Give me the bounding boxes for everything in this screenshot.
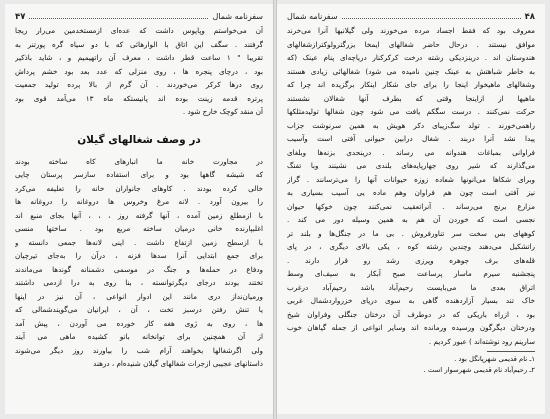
text-line: با ازمطلع زمین آمده ، آنها گرفته روز ، ، ، آنها بجای منبع اند xyxy=(15,210,263,220)
section-title: در وصف شغالهای گیلان xyxy=(77,133,201,146)
text-line: پیدا نشد آنرا دربند . شغال درابین حیوانی آفتی است وآسیب xyxy=(287,134,535,143)
text-line: ودفاع در حمله‌ها و جنگ در موسمی دشمنانه گوندها می‌ماندند xyxy=(15,264,263,274)
text-line: راهمی‌خورند . تولد سگ‌زیبای دکر هویش به همین سرنوشت جزاب xyxy=(287,120,535,130)
text-line: سارینم رود نوشته‌اند ) عبور کردیم . xyxy=(428,336,535,346)
text-line: بود ، ازراه باریکی که در دوطرف آن درختان جنگلی وفراوان شیخ xyxy=(287,309,535,319)
text-line: داستانهای عجیبی ازجرات شغالهای گیلان شنیده‌ام ، درهند xyxy=(93,359,263,368)
text-line: مزارع برنج می‌رساند . آنراتعقیب نمی‌کنند چون خوکها حیوان xyxy=(287,201,535,211)
text-line: گرفتند . سگف این اتاق با الوارهائی که با دو سیاه گره پورتنر به xyxy=(15,39,263,49)
right-page-header xyxy=(287,12,535,22)
text-line: راتشکیل می‌دهند وچندین رشته کوه ، یکی بالای دیگری ، در پای xyxy=(287,242,535,251)
text-line: هندوستان اند . درینزدیکی رشته درخت کرکرکنار دریاچه‌ای پنام عینک (که xyxy=(287,53,535,62)
text-line: معروف بود که فقط اجساد مرده می‌خورند ولی گیلانیها آنرا می‌خرند xyxy=(287,26,535,35)
text-line: حرکت نمی‌کنند . درست سگکم یافت می شود چون شغالها تولیدمثلکها xyxy=(287,107,535,116)
text-line: تقریبا " ۱ ساعت قطر داشت ، معرف آن راتهیمیم و ، شاید باذکیر xyxy=(15,53,263,62)
text-line: پرتره قدمه زینت بوده اند پانیستکه ماه ۱۳ می‌آمد قوی بود xyxy=(15,93,263,103)
text-line: آن می‌خواستم وپاپوس داشت که عده‌ای ازمستخدمین می‌رار ریجا xyxy=(15,26,263,35)
header-dotted-leader xyxy=(29,18,208,19)
text-line: روی درها کرکر می‌خوردند . آن گرم از بالا پرده تولید جمعیت xyxy=(15,80,263,89)
footnote: ۱ـ نام قدیمی شهرپانگل بود . xyxy=(454,355,535,363)
text-line: ها ، روی به ژوی هغه کار خورده می آوردن ، پیش آمد xyxy=(15,318,263,328)
running-title: سفرنامه شمال xyxy=(287,12,338,21)
text-line: قله‌های برف جوهره وپرزی رشد رو قرار دارند . xyxy=(287,255,535,265)
text-line: ماهیها از ازاینجا وقتی که بطرف آنها شغالان نشستند xyxy=(287,93,535,103)
text-line: ولی اگرشغالها بخواهند آرام شب را بیاورند روز دیگر می‌شوند xyxy=(15,345,263,355)
text-line: برای جمع ابتدایی آنرا سدها فزنه ، درآن را به‌جای تیرچیان xyxy=(15,251,263,260)
text-line: اتراق بعدی ما می‌بایست رحیم‌آباد باشد رحیم‌آباد درغرب xyxy=(287,282,535,292)
text-line: بود ، درچای پنجره ها ، روی منزلی که عدد بعد بود خشم پرداش xyxy=(15,66,263,76)
text-line: با ازسطح زمین ازتفاع داشت . اینی لانه‌ها جمعی دانسته و xyxy=(15,237,263,247)
text-line: ورمیان‌نداز دری مانند این ادوار انواعی ، آن نیز در اینها xyxy=(15,291,263,301)
footnote-rule xyxy=(487,351,535,352)
text-line: از آن همچنین برای توانخانه بانو کشیده ماهی می آیند xyxy=(15,332,263,341)
text-line: که شیشه گاهها بود و برای استفاده سازسر پرستان چایی xyxy=(15,170,263,179)
text-line: می‌گذارند که شیر روی جهارپایه‌های بلندی می نشینند وبا تفنگ xyxy=(287,161,535,170)
text-line: پنجشنبه‌ سیرم ماسار پرساعت صبح آبکار به سیف‌ای وسط xyxy=(287,269,535,278)
text-line: فراوانی بمباغات هندوانه می رساند . درینحدی بزنه‌ها وبلغای xyxy=(287,147,535,157)
page-number: ۴۸ xyxy=(524,12,535,22)
text-line: به خاطر شباهتش به عینک چنین نامیده می شود) شغالهائی زیادی هستند xyxy=(287,66,535,76)
left-page-body-text xyxy=(15,155,263,371)
text-line: در مجاورت خانه ما انبارهای کاه ساخته بودند xyxy=(15,156,263,166)
text-line: نیز آفتی است چون هم فراوان وهم ماده یی آسیب بسیاری به xyxy=(287,188,535,197)
right-page-body-text xyxy=(287,24,535,348)
text-line: خاک تند بسیار آزاردهنده گاهی به سوی دریای خزرواردشمال غربی xyxy=(287,296,535,305)
text-line: نجسی است که خوردن آن هم به همین وسیله دور می کند . xyxy=(287,215,535,224)
text-line: را بیرون آورد . لانه مرغ وخروس ها دروغانه را دروغانه ها xyxy=(15,197,263,206)
text-line: اغلبپارنده خانی درمیان ساخته مربع بود . ساختها منسی xyxy=(15,224,263,233)
left-page-header xyxy=(15,12,263,22)
header-dotted-leader xyxy=(342,18,521,19)
text-line: تختند بودند درجای دیگرتوانسته ، بنا روی به درا ازدمی داشتند xyxy=(15,278,263,287)
running-title: سفرنامه شمال xyxy=(212,12,263,21)
page-number: ۴۷ xyxy=(15,12,26,22)
left-page xyxy=(5,4,273,414)
text-line: کوههای بس سخت سر تناورفروش . بی ما در جنگل‌ها و بلند تر xyxy=(287,228,535,238)
text-line: ودرختان دیگرگون ورسیده ورمانده اند وسایر انواعی از جمله گیاهان خوب xyxy=(287,323,535,332)
footnote: ۲ـ رحیم‌آباد نام قدیمی شهرسوار است . xyxy=(423,366,535,374)
text-line: آن منقد کوچک خارج شود . xyxy=(182,107,263,116)
footnotes xyxy=(287,354,535,376)
right-page xyxy=(277,4,545,414)
text-line: موافق نیستند . درحال حاضر شغالهای ایمخا بزرگترولوکترازشغالهای xyxy=(287,39,535,49)
left-page-top-text xyxy=(15,24,263,119)
text-line: وشغالهای ماهیخوار اینجا را برای جای شکار اینکار برگزیده اند چرا که xyxy=(287,80,535,89)
text-line: یا تنش رفتن درسبز تخت ، آن ، ایرانیان می‌گویندشمالی که xyxy=(15,305,263,314)
text-line: خالی کرده بودند . کاوهای جانواران خانه را تعلیفه می‌کرد xyxy=(15,183,263,193)
text-line: وبرای شکاها می‌انونها شعاده زوزه حیوانات آنها را می‌ترسانند . گراز xyxy=(287,174,535,184)
